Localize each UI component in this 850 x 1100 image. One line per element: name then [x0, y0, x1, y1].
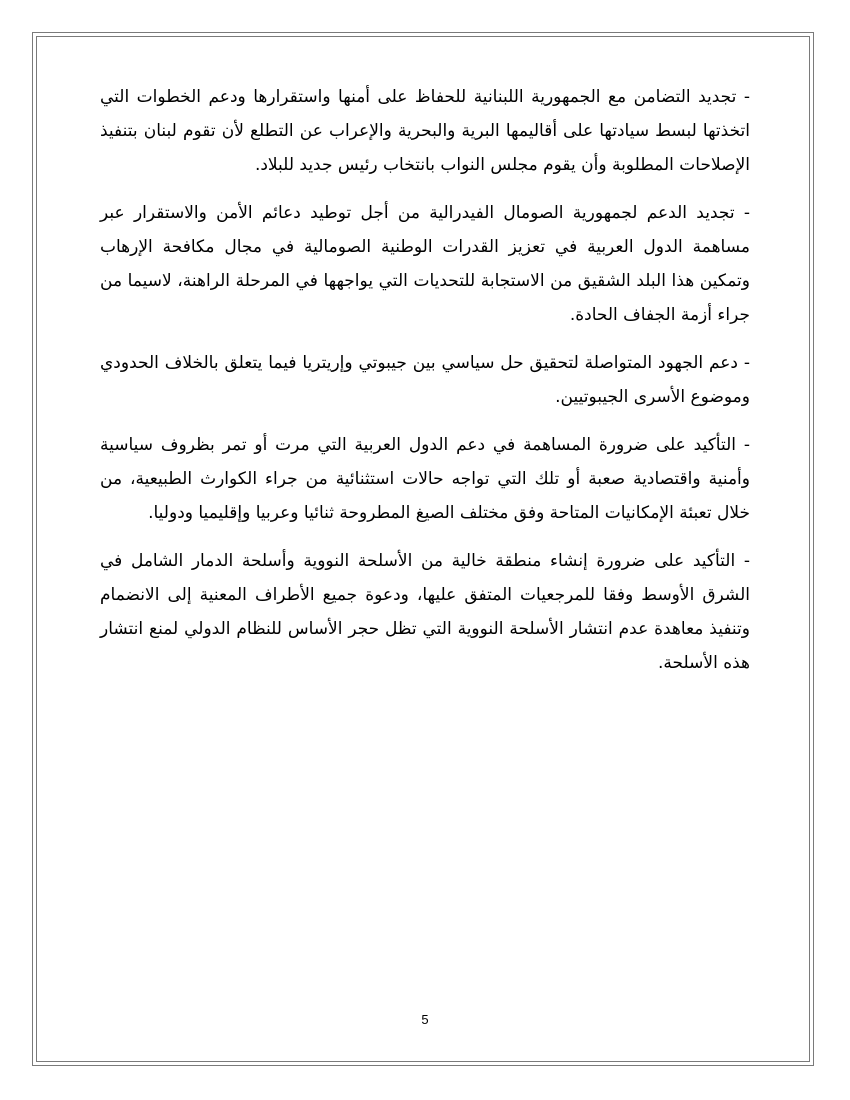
page-number: 5 — [421, 1012, 429, 1027]
paragraph-arab-support: - التأكيد على ضرورة المساهمة في دعم الدول العربية التي مرت أو تمر بظروف سياسية وأمنية واقتصادية صعبة أو تلك التي تواجه حالات استثنائية من جراء الكوارث الطبيعية، من خلال تعبئة الإمكانيات المتاحة وفق مختلف الصيغ المطروحة ثنائيا وعربيا وإقليميا ودوليا. — [100, 435, 750, 523]
document-body — [100, 80, 750, 694]
paragraph-lebanon: - تجديد التضامن مع الجمهورية اللبنانية للحفاظ على أمنها واستقرارها ودعم الخطوات التي اتخذتها لبسط سيادتها على أقاليمها البرية والبحرية والإعراب عن التطلع لأن تقوم لبنان بتنفيذ الإصلاحات المطلوبة وأن يقوم مجلس النواب بانتخاب رئيس جديد للبلاد. — [100, 87, 750, 175]
paragraph-djibouti-eritrea: - دعم الجهود المتواصلة لتحقيق حل سياسي بين جيبوتي وإريتريا فيما يتعلق بالخلاف الحدودي وموضوع الأسرى الجيبوتيين. — [100, 353, 750, 407]
paragraph-somalia: - تجديد الدعم لجمهورية الصومال الفيدرالية من أجل توطيد دعائم الأمن والاستقرار عبر مساهمة الدول العربية في تعزيز القدرات الوطنية الصومالية في مجال مكافحة الإرهاب وتمكين هذا البلد الشقيق من الاستجابة للتحديات التي يواجهها في المرحلة الراهنة، لاسيما من جراء أزمة الجفاف الحادة. — [100, 203, 750, 325]
paragraph-nuclear-free-zone: - التأكيد على ضرورة إنشاء منطقة خالية من الأسلحة النووية وأسلحة الدمار الشامل في الشرق الأوسط وفقا للمرجعيات المتفق عليها، ودعوة جميع الأطراف المعنية إلى الانضمام وتنفيذ معاهدة عدم انتشار الأسلحة النووية التي تظل حجر الأساس للنظام الدولي لمنع انتشار هذه الأسلحة. — [100, 551, 750, 673]
